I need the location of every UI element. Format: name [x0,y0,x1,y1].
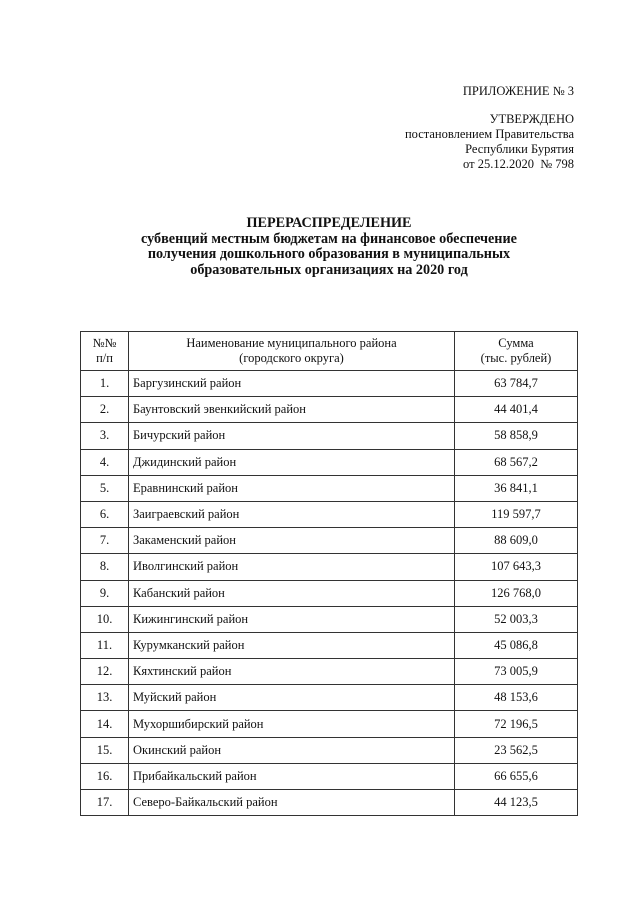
approval-stamp [405,112,574,172]
district-name: Кижингинский район [129,606,455,632]
subvention-sum: 63 784,7 [455,371,578,397]
header-line: п/п [96,351,113,365]
table-row [81,501,578,527]
district-name: Баунтовский эвенкийский район [129,397,455,423]
approval-line: постановлением Правительства [404,127,574,141]
subvention-sum: 68 567,2 [455,449,578,475]
row-number: 16. [81,763,129,789]
header-line: Сумма [498,336,534,350]
subvention-sum: 72 196,5 [455,711,578,737]
district-name: Кяхтинский район [129,659,455,685]
table-header-row [81,332,578,371]
table-row [81,475,578,501]
header-line: (тыс. рублей) [480,351,552,365]
approval-line: УТВЕРЖДЕНО [489,112,574,126]
district-name: Муйский район [129,685,455,711]
table-row [81,632,578,658]
subvention-sum: 45 086,8 [455,632,578,658]
row-number: 4. [81,449,129,475]
district-name: Бичурский район [129,423,455,449]
subvention-sum: 44 401,4 [455,397,578,423]
subvention-sum: 58 858,9 [455,423,578,449]
district-name: Курумканский район [129,632,455,658]
district-name: Джидинский район [129,449,455,475]
approval-line: Республики Бурятия [465,142,574,156]
row-number: 5. [81,475,129,501]
district-name: Кабанский район [129,580,455,606]
row-number: 12. [81,659,129,685]
table-row [81,737,578,763]
table-row [81,659,578,685]
row-number: 3. [81,423,129,449]
header-line: (городского округа) [239,351,344,365]
subvention-sum: 107 643,3 [455,554,578,580]
row-number: 7. [81,528,129,554]
subvention-sum: 23 562,5 [455,737,578,763]
allocation-table [80,331,578,816]
table-row [81,763,578,789]
district-name: Баргузинский район [129,371,455,397]
appendix-label: ПРИЛОЖЕНИЕ № 3 [462,84,574,98]
row-number: 2. [81,397,129,423]
title-line: получения дошкольного образования в муниципальных [147,246,511,263]
table-row [81,423,578,449]
table-row [81,397,578,423]
subvention-sum: 48 153,6 [455,685,578,711]
district-name: Прибайкальский район [129,763,455,789]
table-row [81,449,578,475]
title-line: субвенций местным бюджетам на финансовое обеспечение [141,230,517,247]
header-sum [455,332,578,371]
title-line: образовательных организациях на 2020 год [190,261,468,278]
approval-line: от 25.12.2020 № 798 [463,157,574,171]
subvention-sum: 73 005,9 [455,659,578,685]
table-row [81,528,578,554]
district-name: Иволгинский район [129,554,455,580]
row-number: 17. [81,790,129,816]
district-name: Заиграевский район [129,501,455,527]
table-row [81,580,578,606]
district-name: Еравнинский район [129,475,455,501]
district-name: Окинский район [129,737,455,763]
table-row [81,606,578,632]
header-number [81,332,129,371]
row-number: 14. [81,711,129,737]
title-line: ПЕРЕРАСПРЕДЕЛЕНИЕ [246,215,412,231]
document-title [80,216,578,278]
row-number: 11. [81,632,129,658]
row-number: 15. [81,737,129,763]
district-name: Мухоршибирский район [129,711,455,737]
subvention-sum: 119 597,7 [455,501,578,527]
row-number: 9. [81,580,129,606]
header-line: Наименование муниципального района [186,336,397,350]
table-row [81,711,578,737]
subvention-sum: 88 609,0 [455,528,578,554]
subvention-sum: 126 768,0 [455,580,578,606]
row-number: 6. [81,501,129,527]
subvention-sum: 36 841,1 [455,475,578,501]
district-name: Северо-Байкальский район [129,790,455,816]
subvention-sum: 66 655,6 [455,763,578,789]
table-row [81,554,578,580]
table-row [81,685,578,711]
district-name: Закаменский район [129,528,455,554]
header-line: №№ [92,336,117,350]
table-row [81,371,578,397]
table-row [81,790,578,816]
subvention-sum: 52 003,3 [455,606,578,632]
row-number: 10. [81,606,129,632]
row-number: 1. [81,371,129,397]
row-number: 8. [81,554,129,580]
row-number: 13. [81,685,129,711]
subvention-sum: 44 123,5 [455,790,578,816]
header-name [129,332,455,371]
